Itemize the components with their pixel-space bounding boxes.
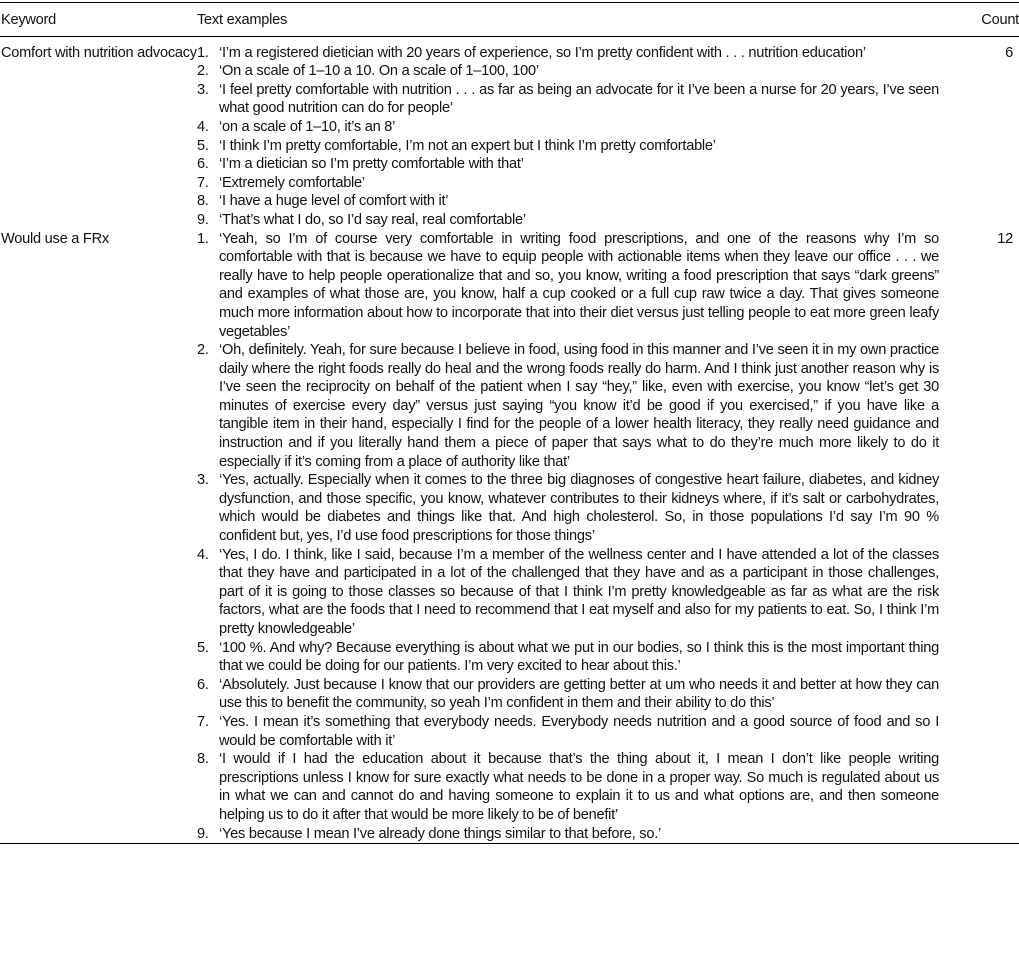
item-number: 6. bbox=[197, 676, 209, 693]
list-item bbox=[197, 192, 939, 211]
list-item bbox=[197, 825, 939, 844]
header-row bbox=[0, 3, 1019, 37]
quote-text: ‘I’m a registered dietician with 20 years of experience, so I’m pretty confident with . . . nutrition education’ bbox=[219, 44, 866, 61]
item-number: 1. bbox=[197, 230, 209, 247]
item-number: 3. bbox=[197, 81, 209, 98]
quote-text: ‘Oh, definitely. Yeah, for sure because I believe in food, using food in this manner and I’ve seen it in my own practice daily where the right foods really do heal and the wrong foods really do harm. And I think just another reason why is I’ve seen the reciprocity on behalf of the patient when I say “hey,” like, even with exercise, you know “let’s get 30 minutes of exercise every day” versus just saying “you know it’d be good if you exercised,” if you have like a tangible item in their hand, especially I find for the people of a lower health literacy, they really need guidance and instruction and if you literally hand them a piece of paper that says what to do they’re much more likely to do it especially if it’s coming from a place of authority like that’ bbox=[219, 342, 939, 470]
header-text-examples: Text examples bbox=[197, 12, 288, 28]
quote-text: ‘Yeah, so I’m of course very comfortable in writing food prescriptions, and one of the reasons why I’m so comfortable with that is because we have to equip people with actionable items when they leave our office . . . we really have to help people operationalize that and so, you know, writing a food prescription that says “dark greens” and examples of what those are, you know, half a cup cooked or a full cup raw twice a day. That gives someone much more information about how to incorporate that into their diet versus just telling people to eat more green leafy vegetables’ bbox=[219, 230, 939, 340]
quote-text: ‘100 %. And why? Because everything is about what we put in our bodies, so I think this is the most important thing that we could be doing for our patients. I’m very excited to hear about this.’ bbox=[219, 639, 939, 675]
keyword-label: Would use a FRx bbox=[1, 230, 109, 247]
item-number: 6. bbox=[197, 156, 209, 173]
item-number: 9. bbox=[197, 825, 209, 842]
quote-text: ‘Yes, actually. Especially when it comes to the three big diagnoses of congestive heart failure, diabetes, and kidney dysfunction, and those specific, you know, whatever contributes to their kidneys where, if it’s salt or carbohydrates, which would be diabetes and things like that. And high cholesterol. So, in those populations I’d say I’m 90 % confident but, yes, I’d use food prescriptions for those things’ bbox=[219, 472, 939, 545]
item-number: 8. bbox=[197, 751, 209, 768]
list-item bbox=[197, 676, 939, 713]
item-number: 2. bbox=[197, 342, 209, 359]
list-item bbox=[197, 211, 939, 230]
quote-text: ‘I have a huge level of comfort with it’ bbox=[219, 193, 449, 210]
table-row bbox=[0, 36, 1019, 229]
quote-text: ‘Yes because I mean I’ve already done things similar to that before, so.’ bbox=[219, 825, 661, 842]
keyword-cell bbox=[0, 230, 197, 844]
count-cell: 12 bbox=[997, 230, 1013, 247]
keyword-cell bbox=[0, 36, 197, 229]
list-item bbox=[197, 118, 939, 137]
quote-text: ‘on a scale of 1–10, it’s an 8’ bbox=[219, 118, 396, 135]
quote-text: ‘On a scale of 1–10 a 10. On a scale of 1–100, 100’ bbox=[219, 63, 539, 80]
item-number: 2. bbox=[197, 63, 209, 80]
list-item bbox=[197, 62, 939, 81]
quote-text: ‘Extremely comfortable’ bbox=[219, 174, 365, 191]
list-item bbox=[197, 546, 939, 639]
list-item bbox=[197, 230, 939, 342]
examples-cell bbox=[197, 36, 939, 229]
list-item bbox=[197, 81, 939, 118]
list-item bbox=[197, 341, 939, 471]
item-number: 4. bbox=[197, 546, 209, 563]
keyword-label: Comfort with nutrition advocacy bbox=[1, 44, 197, 61]
list-item bbox=[197, 137, 939, 156]
quote-text: ‘I’m a dietician so I’m pretty comfortable with that’ bbox=[219, 156, 524, 173]
item-number: 7. bbox=[197, 713, 209, 730]
item-number: 7. bbox=[197, 174, 209, 191]
item-number: 5. bbox=[197, 639, 209, 656]
examples-list bbox=[197, 44, 939, 230]
quote-text: ‘Yes, I do. I think, like I said, because I’m a member of the wellness center and I have attended a lot of the classes that they have and participated in a lot of the challenged that they have and as a participant in those challenges, part of it is going to those classes so because of that I think I’m pretty knowledgeable as far as what are the risk factors, what are the foods that I need to recommend that I eat myself and also for my patients to eat. So, I think I’m pretty knowledgeable’ bbox=[219, 546, 939, 637]
table-row bbox=[0, 230, 1019, 844]
keyword-examples-table bbox=[0, 2, 1019, 844]
examples-cell bbox=[197, 230, 939, 844]
quote-text: ‘That’s what I do, so I’d say real, real comfortable’ bbox=[219, 211, 526, 228]
list-item bbox=[197, 471, 939, 545]
item-number: 1. bbox=[197, 44, 209, 61]
list-item bbox=[197, 750, 939, 824]
item-number: 5. bbox=[197, 137, 209, 154]
item-number: 9. bbox=[197, 211, 209, 228]
examples-list bbox=[197, 230, 939, 844]
quote-text: ‘Absolutely. Just because I know that our providers are getting better at um who needs it and better at how they can use this to benefit the community, so yeah I’m confident in them and their ability to do this’ bbox=[219, 676, 939, 712]
header-count: Count bbox=[981, 12, 1019, 28]
header-keyword: Keyword bbox=[1, 12, 57, 28]
quote-text: ‘I think I’m pretty comfortable, I’m not an expert but I think I’m pretty comfortable’ bbox=[219, 137, 716, 154]
list-item bbox=[197, 44, 939, 63]
list-item bbox=[197, 155, 939, 174]
count-cell: 6 bbox=[1005, 44, 1013, 61]
quote-text: ‘I would if I had the education about it because that’s the thing about it, I mean I don’t like people writing prescriptions unless I know for sure exactly what needs to be done in a proper way. So much is regulated about us in what we can and cannot do and having someone to explain it to us and what options are, and then someone helping us to do it after that would be more likely to be of benefit’ bbox=[219, 751, 939, 823]
item-number: 3. bbox=[197, 472, 209, 489]
item-number: 4. bbox=[197, 118, 209, 135]
item-number: 8. bbox=[197, 193, 209, 210]
list-item bbox=[197, 639, 939, 676]
list-item bbox=[197, 174, 939, 193]
quote-text: ‘I feel pretty comfortable with nutrition . . . as far as being an advocate for it I’ve been a nurse for 20 years, I’ve seen what good nutrition can do for people’ bbox=[219, 81, 939, 117]
list-item bbox=[197, 713, 939, 750]
quote-text: ‘Yes. I mean it’s something that everybody needs. Everybody needs nutrition and a good source of food and so I would be comfortable with it’ bbox=[219, 713, 939, 749]
